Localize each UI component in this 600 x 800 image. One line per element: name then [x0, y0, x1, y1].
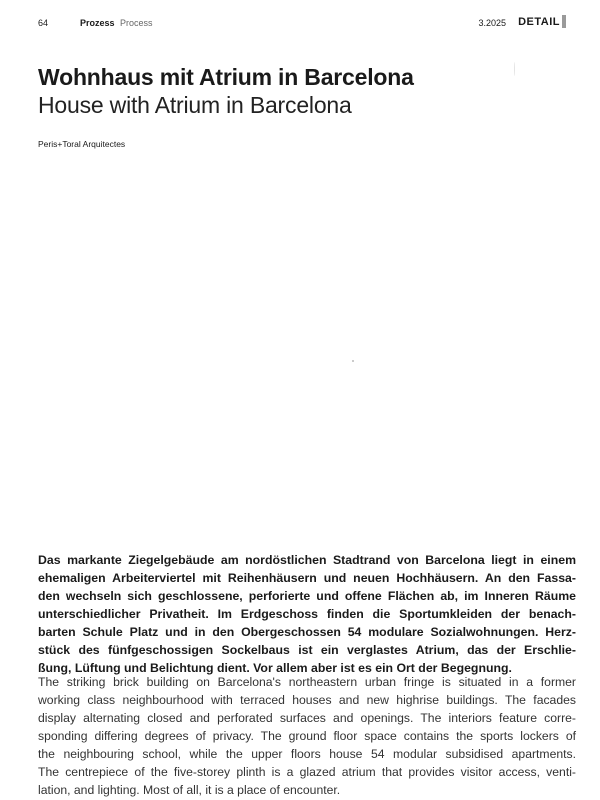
issue-date: 3.2025 [478, 18, 506, 28]
scan-speck [352, 360, 354, 362]
lead-line: den wechseln sich geschlossene, perforierte und offene Flächen ab, im Inneren Räume [38, 589, 576, 603]
lead-line: ehemaligen Arbeiterviertel mit Reihenhäusern und neuen Hochhäusern. An den Fassa- [38, 571, 576, 585]
translation-line: sponding differing degrees of privacy. The ground floor space contains the sports lockers of [38, 729, 576, 743]
translation-line: The centrepiece of the five-storey plinth is a glazed atrium that provides visitor access, venti- [38, 765, 576, 779]
lead-paragraph [38, 551, 576, 677]
brand-logo: DETAIL [518, 16, 560, 28]
page-number: 64 [38, 18, 49, 28]
brand-bar-mark [562, 15, 566, 28]
scan-speck [514, 62, 515, 76]
title-english: House with Atrium in Barcelona [38, 92, 352, 118]
translation-line: lation, and lighting. Most of all, it is a place of encounter. [38, 783, 341, 797]
lead-line: unterschiedlicher Privatheit. Im Erdgeschoss finden die Sportumkleiden der benach- [38, 607, 576, 621]
translation-paragraph [38, 673, 576, 799]
lead-line: stück des fünfgeschossigen Sockelbaus ist ein verglastes Atrium, das der Erschlie- [38, 643, 576, 657]
lead-line: barten Schule Platz und in den Obergeschossen 54 modulare Sozialwohnungen. Herz- [38, 625, 576, 639]
section-label [80, 18, 153, 28]
translation-line: the neighbouring school, while the upper floors house 54 modular subsidised apartments. [38, 747, 576, 761]
title-german: Wohnhaus mit Atrium in Barcelona [38, 64, 414, 90]
section-label-en: Process [120, 18, 153, 28]
translation-line: display alternating closed and perforated surfaces and openings. The interiors feature corre- [38, 711, 576, 725]
author-credit: Peris+Toral Arquitectes [38, 139, 126, 149]
lead-line: ßung, Lüftung und Belichtung dient. Vor allem aber ist es ein Ort der Begegnung. [38, 661, 512, 675]
page-header [38, 14, 566, 32]
translation-line: The striking brick building on Barcelona's northeastern urban fringe is situated in a former [38, 675, 576, 689]
lead-line: Das markante Ziegelgebäude am nordöstlichen Stadtrand von Barcelona liegt in einem [38, 553, 576, 567]
section-label-de: Prozess [80, 18, 115, 28]
translation-line: working class neighbourhood with terraced houses and new highrise buildings. The facades [38, 693, 576, 707]
